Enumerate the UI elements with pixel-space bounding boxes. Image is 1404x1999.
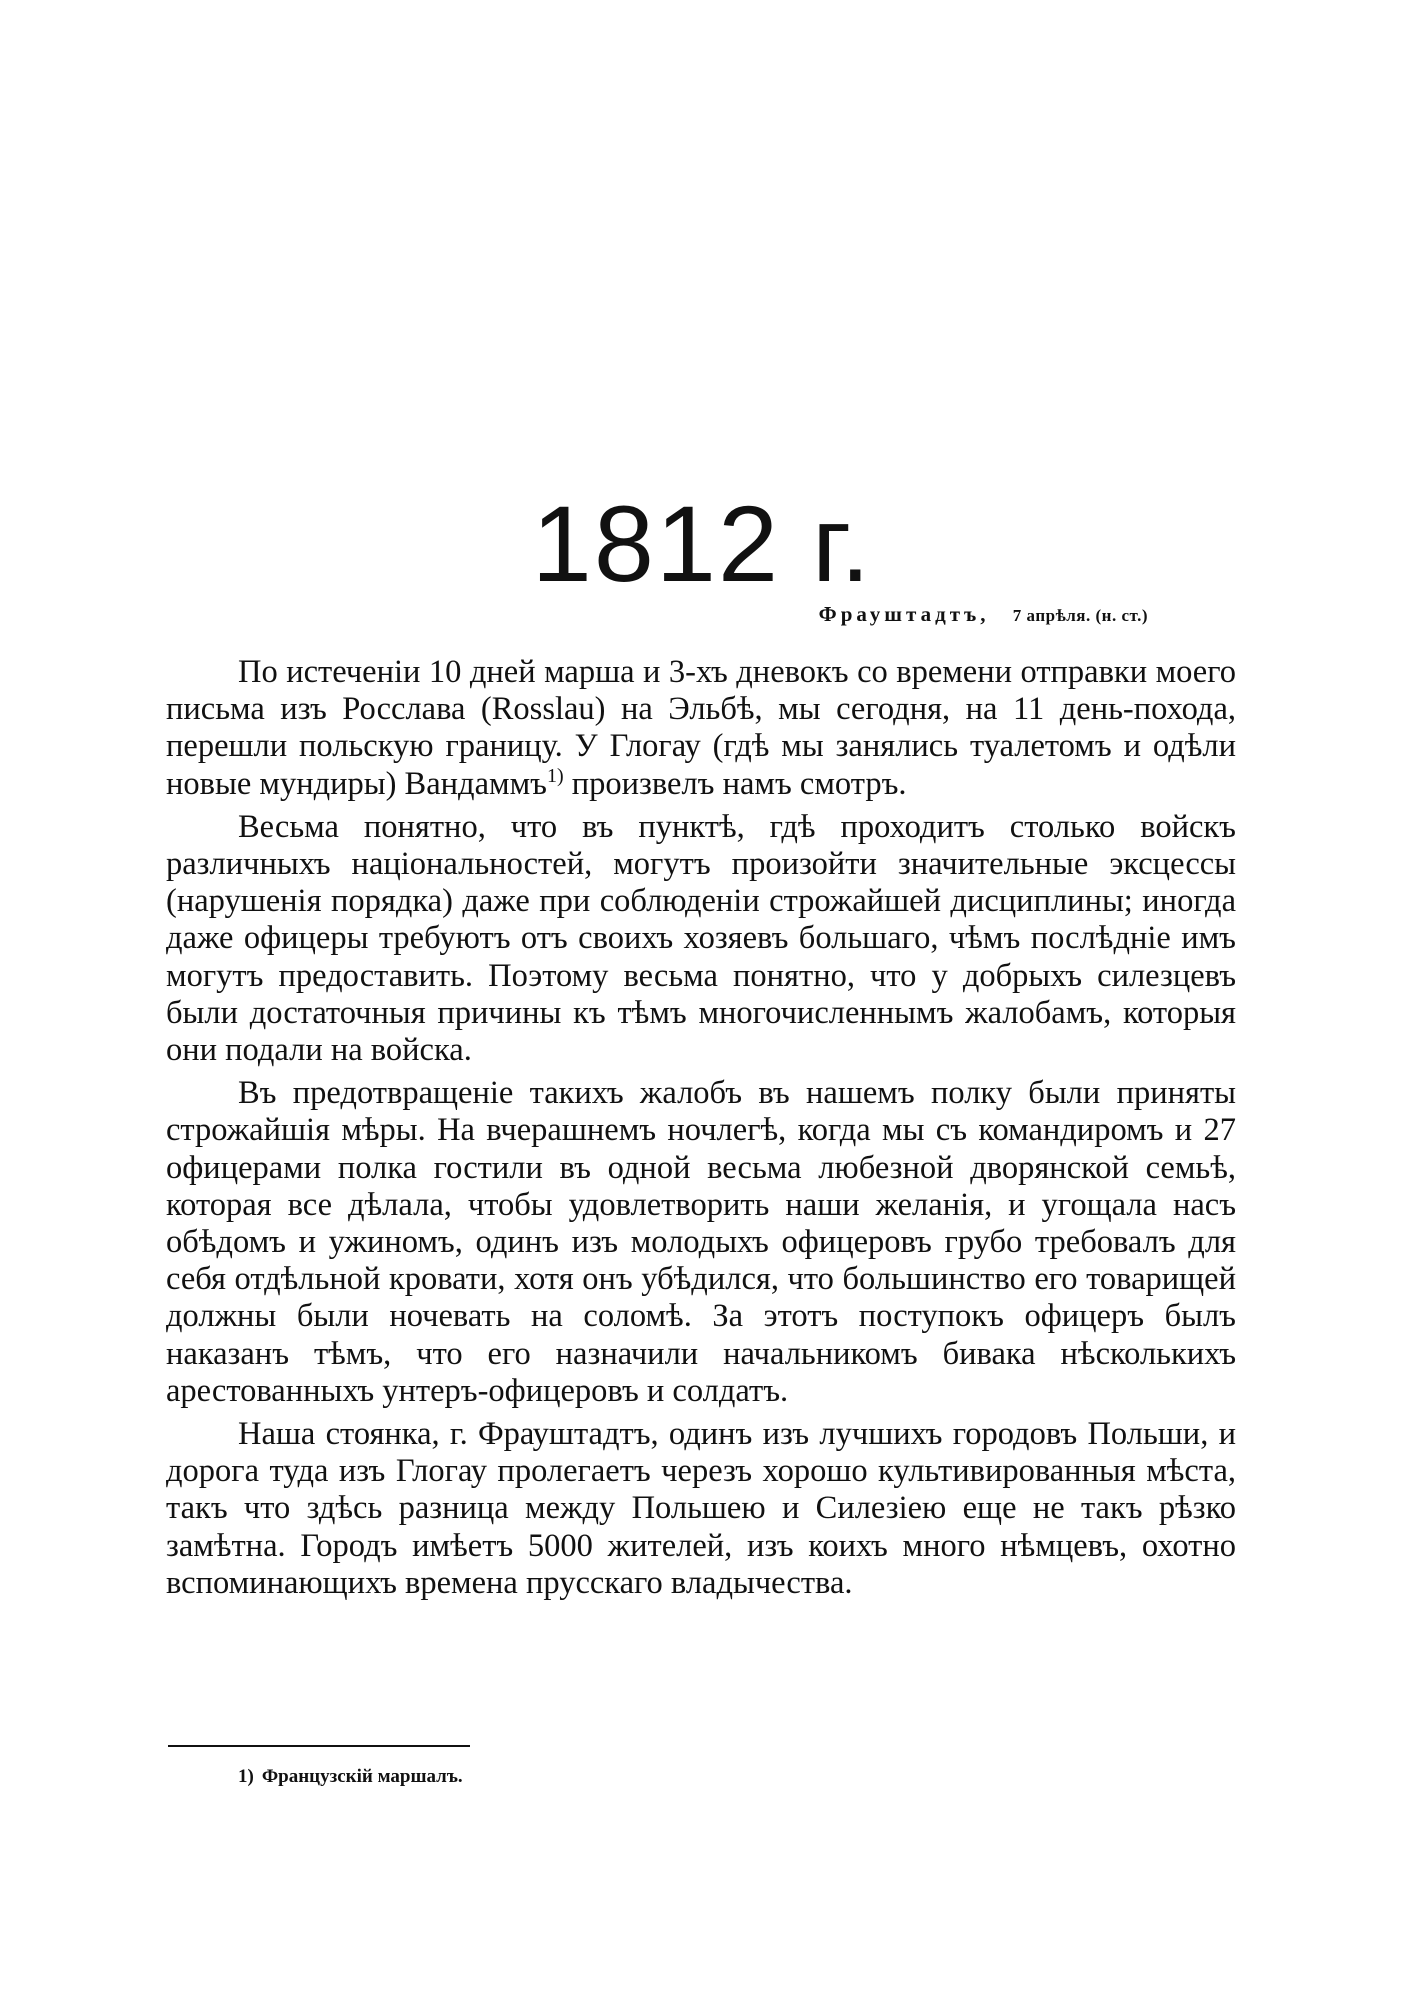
paragraph-1 (166, 654, 1236, 803)
paragraph-1-text-end: произвелъ намъ смотръ. (563, 765, 907, 802)
dateline-date: 7 апрѣля. (н. ст.) (1012, 606, 1148, 625)
paragraph-4: Наша стоянка, г. Фрауштадтъ, одинъ изъ лучшихъ городовъ Польши, и дорога туда изъ Глогау пролегаетъ черезъ хорошо культивированныя мѣста, такъ что здѣсь разница между Польшею и Силезіею еще не такъ рѣзко замѣтна. Городъ имѣетъ 5000 жителей, изъ коихъ много нѣмцевъ, охотно вспоминающихъ времена прусскаго владычества. (166, 1416, 1236, 1601)
paragraph-1-text-start: По истеченіи 10 дней марша и 3-хъ дневокъ со времени отправки моего письма изъ Росслава (Rosslau) на Эльбѣ, мы сегодня, на 11 день-похода, перешли польскую границу. У Глогау (гдѣ мы занялись туалетомъ и одѣли новые мундиры) Вандаммъ (166, 654, 1236, 802)
dateline (819, 602, 1148, 627)
footnote-divider (168, 1745, 470, 1747)
footnote-text: Французскій маршалъ. (261, 1766, 463, 1787)
dateline-place: Фрауштадтъ, (818, 602, 990, 626)
page-title: 1812 г. (531, 483, 873, 605)
paragraph-3: Въ предотвращеніе такихъ жалобъ въ нашемъ полку были приняты строжайшія мѣры. На вчерашнемъ ночлегѣ, когда мы съ командиромъ и 27 офицерами полка гостили въ одной весьма любезной дворянской семьѣ, которая все дѣлала, чтобы удовлетворить наши желанія, и угощала насъ обѣдомъ и ужиномъ, одинъ изъ молодыхъ офицеровъ грубо требовалъ для себя отдѣльной кровати, хотя онъ убѣдился, что большинство его товарищей должны были ночевать на соломѣ. За этотъ поступокъ офицеръ былъ наказанъ тѣмъ, что его назначили начальникомъ бивака нѣсколькихъ арестованныхъ унтеръ-офицеровъ и солдатъ. (166, 1075, 1236, 1409)
footnote-mark: 1) (238, 1766, 254, 1787)
body-text (166, 654, 1236, 1608)
footnote-reference: 1) (546, 764, 564, 787)
paragraph-2: Весьма понятно, что въ пунктѣ, гдѣ проходитъ столько войскъ различныхъ національностей, могутъ произойти значительные эксцессы (нарушенія порядка) даже при соблюденіи строжайшей дисциплины; иногда даже офицеры требуютъ отъ своихъ хозяевъ большаго, чѣмъ послѣдніе имъ могутъ предоставить. Поэтому весьма понятно, что у добрыхъ силезцевъ были достаточныя причины къ тѣмъ многочисленнымъ жалобамъ, которыя они подали на войска. (166, 808, 1236, 1069)
footnote (238, 1766, 463, 1788)
